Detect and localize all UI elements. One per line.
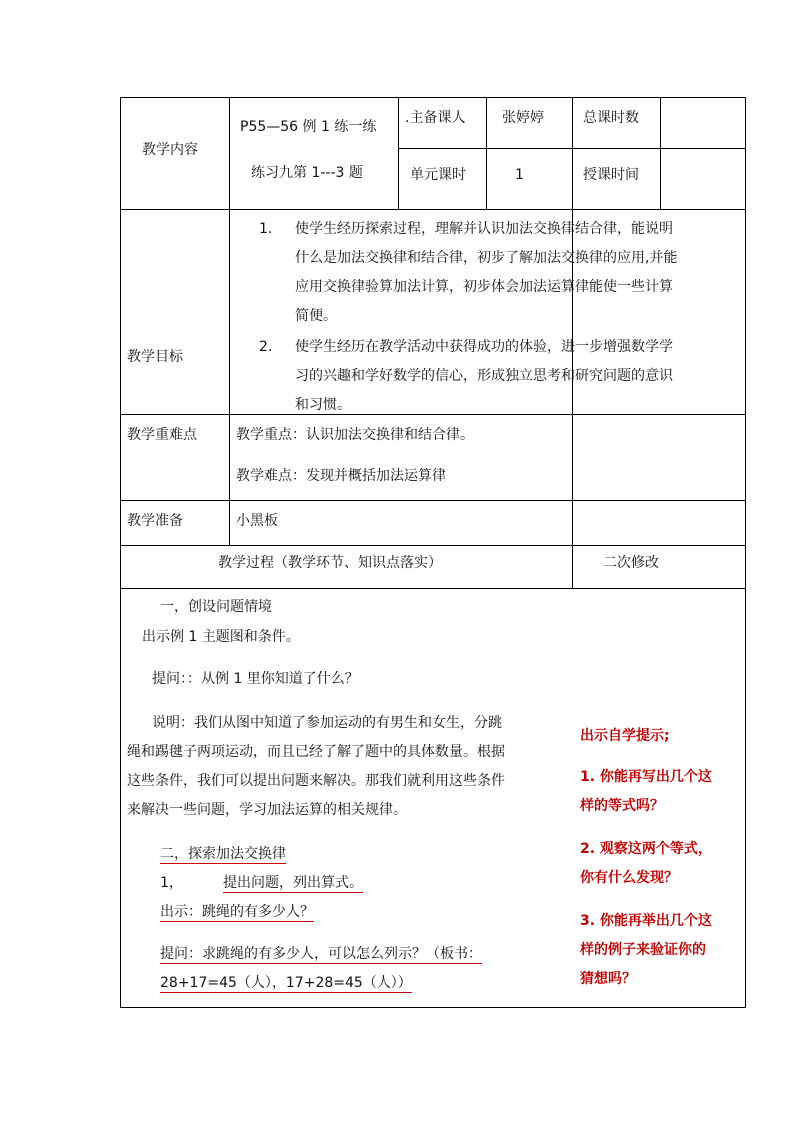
step-1-text-underlined: 提出问题，列出算式。 [223, 875, 363, 891]
table-rule-prep-bottom [120, 545, 746, 546]
table-border-left [120, 97, 121, 1008]
ask-line-2 [160, 975, 412, 991]
self-study-prompt-title: 出示自学提示; [580, 728, 670, 744]
table-rule-keypoints-bottom [120, 500, 746, 501]
prompt-1-line-1: 1. 你能再写出几个这 [580, 769, 712, 785]
explain-line-3: 这些条件，我们可以提出问题来解决。那我们就利用这些条件 [127, 773, 505, 789]
show-question [160, 904, 314, 920]
section-2-title [160, 846, 286, 862]
goal-2-number: 2. [259, 339, 273, 355]
table-rule-goals-bottom [120, 414, 746, 415]
goal-1-line-3: 应用交换律验算加法计算，初步体会加法运算律能使一些计算 [295, 279, 673, 295]
table-border-top [120, 97, 746, 98]
keypoints-label: 教学重难点 [127, 427, 197, 443]
unit-hours-label: 单元课时 [410, 167, 466, 183]
prompt-1-line-2: 样的等式吗？ [580, 798, 664, 814]
explain-line-1: 说明：我们从图中知道了参加运动的有男生和女生，分跳 [152, 715, 502, 731]
teacher-label: .主备课人 [405, 110, 466, 126]
content-label: 教学内容 [142, 142, 198, 158]
prompt-2-line-1: 2. 观察这两个等式， [580, 841, 712, 857]
ask-line-2-text: 28+17=45（人），17+28=45（人）） [160, 975, 412, 991]
table-rule-label-col [229, 97, 230, 545]
explain-line-4: 来解决一些问题，学习加法运算的相关规律。 [127, 802, 407, 818]
total-hours-label: 总课时数 [583, 110, 639, 126]
process-header: 教学过程（教学环节、知识点落实） [218, 555, 442, 571]
goal-2-line-2: 习的兴趣和学好数学的信心，形成独立思考和研究问题的意识 [295, 368, 673, 384]
table-border-bottom [120, 1007, 746, 1008]
step-1-number: 1， [160, 875, 183, 891]
unit-hours-value: 1 [515, 167, 524, 183]
goals-label: 教学目标 [127, 349, 183, 365]
revision-header: 二次修改 [603, 555, 659, 571]
ask-line-1 [160, 946, 482, 962]
section-2-title-text: 二，探索加法交换律 [160, 846, 286, 862]
prompt-3-line-2: 样的例子来验证你的 [580, 942, 706, 958]
difficult-point: 教学难点：发现并概括加法运算律 [236, 468, 446, 484]
goal-1-number: 1. [259, 221, 273, 237]
explain-line-2: 绳和踢毽子两项运动，而且已经了解了题中的具体数量。根据 [127, 744, 505, 760]
content-line-2: 练习九第 1---3 题 [251, 165, 363, 181]
prompt-3-line-3: 猜想吗？ [580, 971, 636, 987]
show-question-text: 出示：跳绳的有多少人？ [160, 904, 314, 920]
goal-2-line-1: 使学生经历在教学活动中获得成功的体验，进一步增强数学学 [295, 339, 673, 355]
prep-label: 教学准备 [127, 513, 183, 529]
table-rule-header-col5 [660, 97, 661, 209]
section-1-title: 一，创设问题情境 [160, 599, 272, 615]
goal-2-line-3: 和习惯。 [295, 397, 351, 413]
goal-1-line-4: 简便。 [295, 308, 337, 324]
teach-time-label: 授课时间 [583, 167, 639, 183]
key-point: 教学重点：认识加法交换律和结合律。 [236, 427, 474, 443]
question-1: 提问：：从例 1 里你知道了什么？ [152, 671, 359, 687]
table-rule-header-col2 [398, 97, 399, 209]
prompt-3-line-1: 3. 你能再举出几个这 [580, 913, 712, 929]
show-example-1: 出示例 1 主题图和条件。 [142, 629, 300, 645]
prompt-2-line-2: 你有什么发现？ [580, 870, 678, 886]
table-border-right [745, 97, 746, 1008]
prep-value: 小黑板 [236, 513, 278, 529]
table-rule-header-bottom [120, 209, 746, 210]
step-1-text [223, 875, 363, 891]
goal-1-line-1: 使学生经历探索过程，理解并认识加法交换律结合律，能说明 [295, 221, 673, 237]
ask-line-1-text: 提问：求跳绳的有多少人，可以怎么列示？（板书： [160, 946, 482, 962]
goal-1-line-2: 什么是加法交换律和结合律，初步了解加法交换律的应用,并能 [295, 250, 678, 266]
table-rule-process-header-bottom [120, 588, 746, 589]
teacher-name: 张婷婷 [502, 110, 544, 126]
table-rule-header-col3 [486, 97, 487, 209]
content-line-1: P55—56 例 1 练一练 [240, 119, 377, 135]
